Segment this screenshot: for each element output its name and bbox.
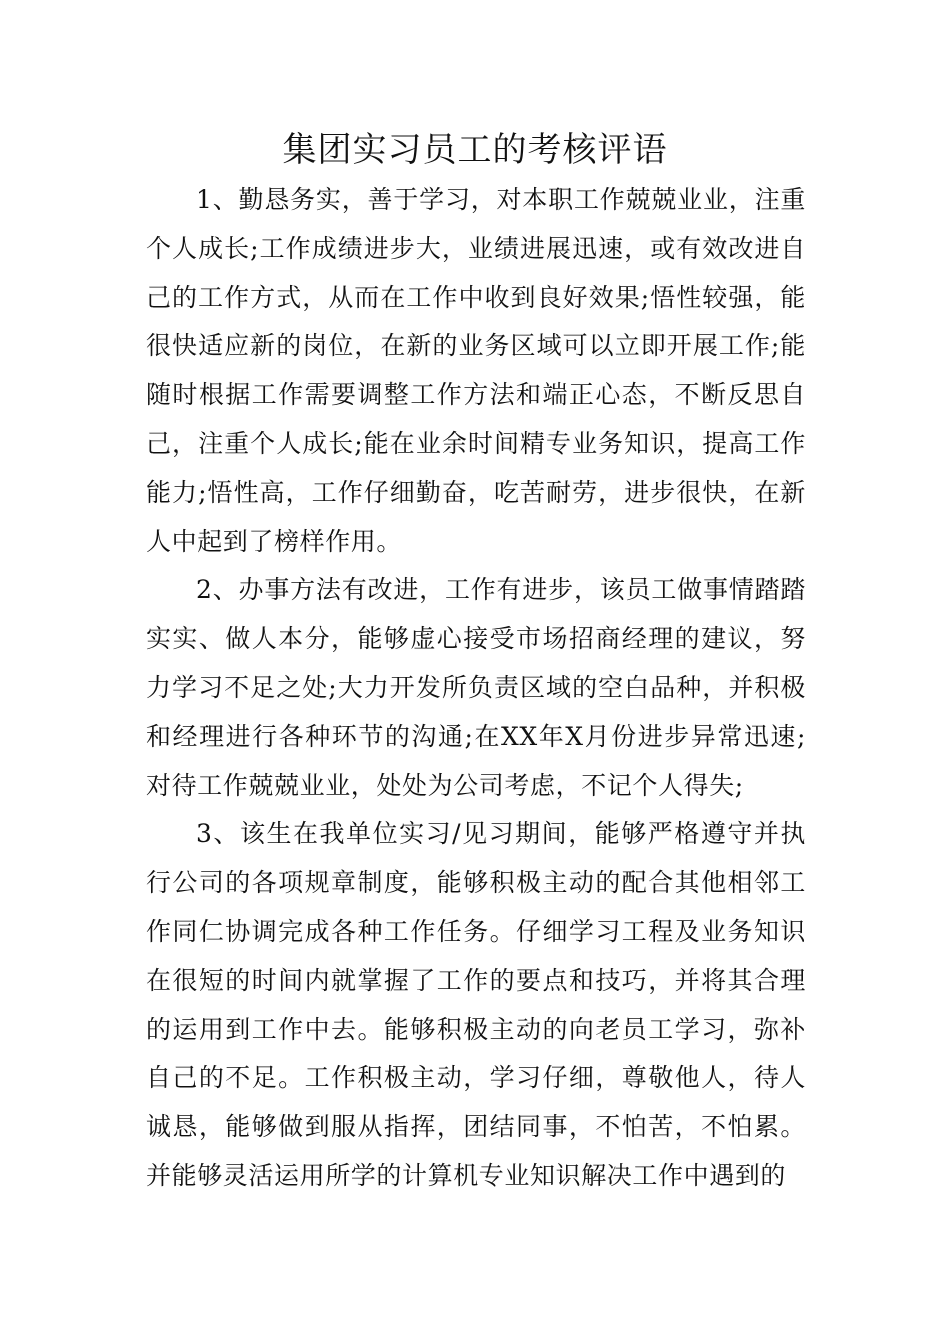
document-title: 集团实习员工的考核评语 bbox=[282, 130, 668, 170]
paragraph-1: 1、勤恳务实，善于学习，对本职工作兢兢业业，注重个人成长;工作成绩进步大，业绩进展迅速，或有效改进自己的工作方式，从而在工作中收到良好效果;悟性较强，能很快适应新的岗位，在新的业务区域可以立即开展工作;能随时根据工作需要调整工作方法和端正心态，不断反思自己，注重个人成长;能在业余时间精专业务知识，提高工作能力;悟性高，工作仔细勤奋，吃苦耐劳，进步很快，在新人中起到了榜样作用。 bbox=[146, 185, 806, 556]
paragraph-3: 3、该生在我单位实习/见习期间，能够严格遵守并执行公司的各项规章制度，能够积极主动的配合其他相邻工作同仁协调完成各种工作任务。仔细学习工程及业务知识在很短的时间内就掌握了工作的要点和技巧，并将其合理的运用到工作中去。能够积极主动的向老员工学习，弥补自己的不足。工作积极主动，学习仔细，尊敬他人，待人诚恳，能够做到服从指挥，团结同事，不怕苦，不怕累。并能够灵活运用所学的计算机专业知识解决工作中遇到的 bbox=[146, 819, 806, 1190]
document-body bbox=[146, 176, 806, 1201]
paragraph-2: 2、办事方法有改进，工作有进步，该员工做事情踏踏实实、做人本分，能够虚心接受市场招商经理的建议，努力学习不足之处;大力开发所负责区域的空白品种，并积极和经理进行各种环节的沟通;在XX年X月份进步异常迅速;对待工作兢兢业业，处处为公司考虑，不记个人得失; bbox=[146, 575, 806, 800]
